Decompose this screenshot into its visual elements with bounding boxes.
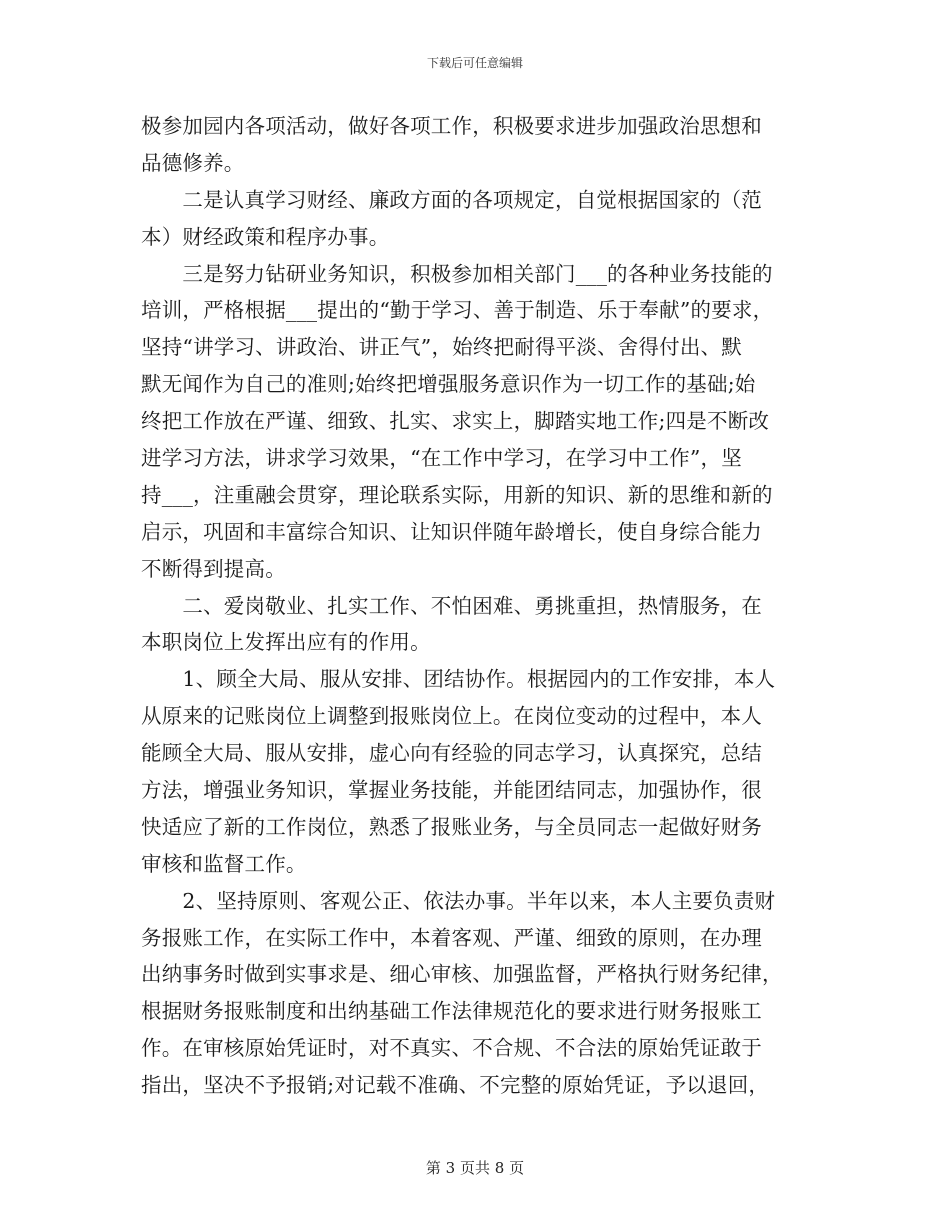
text-line: 根据财务报账制度和出纳基础工作法律规范化的要求进行财务报账工 <box>141 999 762 1024</box>
text-line: 持___，注重融会贯穿，理论联系实际，用新的知识、新的思维和新的 <box>141 482 773 507</box>
page-header: 下载后可任意编辑 <box>426 56 523 70</box>
text-line: 本职岗位上发挥出应有的作用。 <box>141 630 431 655</box>
text-line: 进学习方法，讲求学习效果，“在工作中学习，在学习中工作”，坚 <box>141 446 742 471</box>
text-line: 二是认真学习财经、廉政方面的各项规定，自觉根据国家的（范 <box>141 187 762 212</box>
text-line: 审核和监督工作。 <box>141 851 307 876</box>
text-line: 品德修养。 <box>141 150 245 175</box>
text-line: 方法，增强业务知识，掌握业务技能，并能团结同志，加强协作，很 <box>141 778 762 803</box>
text-line: 默无闻作为自己的准则;始终把增强服务意识作为一切工作的基础;始 <box>141 372 756 397</box>
text-line: 能顾全大局、服从安排，虚心向有经验的同志学习，认真探究，总结 <box>141 741 762 766</box>
text-line: 坚持“讲学习、讲政治、讲正气”，始终把耐得平淡、舍得付出、默 <box>141 335 742 360</box>
text-line: 务报账工作，在实际工作中，本着客观、严谨、细致的原则，在办理 <box>141 925 762 950</box>
text-line: 1、顾全大局、服从安排、团结协作。根据园内的工作安排，本人 <box>141 667 776 692</box>
text-line: 指出，坚决不予报销;对记载不准确、不完整的原始凭证，予以退回， <box>141 1073 770 1098</box>
page-number: 第 3 页共 8 页 <box>425 1159 525 1177</box>
text-line: 快适应了新的工作岗位，熟悉了报账业务，与全员同志一起做好财务 <box>141 814 762 839</box>
text-line: 终把工作放在严谨、细致、扎实、求实上，脚踏实地工作;四是不断改 <box>141 409 770 434</box>
text-line: 极参加园内各项活动，做好各项工作，积极要求进步加强政治思想和 <box>141 114 762 138</box>
text-line: 不断得到提高。 <box>141 556 286 581</box>
text-line: 出纳事务时做到实事求是、细心审核、加强监督，严格执行财务纪律， <box>141 962 783 987</box>
text-line: 启示，巩固和丰富综合知识、让知识伴随年龄增长，使自身综合能力 <box>141 519 762 544</box>
text-line: 二、爱岗敬业、扎实工作、不怕困难、勇挑重担，热情服务，在 <box>141 593 762 618</box>
text-line: 作。在审核原始凭证时，对不真实、不合规、不合法的原始凭证敢于 <box>141 1036 762 1061</box>
text-line: 2、坚持原则、客观公正、依法办事。半年以来，本人主要负责财 <box>141 888 776 913</box>
text-line: 培训，严格根据___提出的“勤于学习、善于制造、乐于奉献”的要求， <box>141 298 774 323</box>
text-line: 三是努力钻研业务知识，积极参加相关部门___的各种业务技能的 <box>141 261 773 286</box>
document-body <box>141 108 816 1104</box>
text-line: 从原来的记账岗位上调整到报账岗位上。在岗位变动的过程中，本人 <box>141 704 762 729</box>
text-line: 本）财经政策和程序办事。 <box>141 224 390 249</box>
